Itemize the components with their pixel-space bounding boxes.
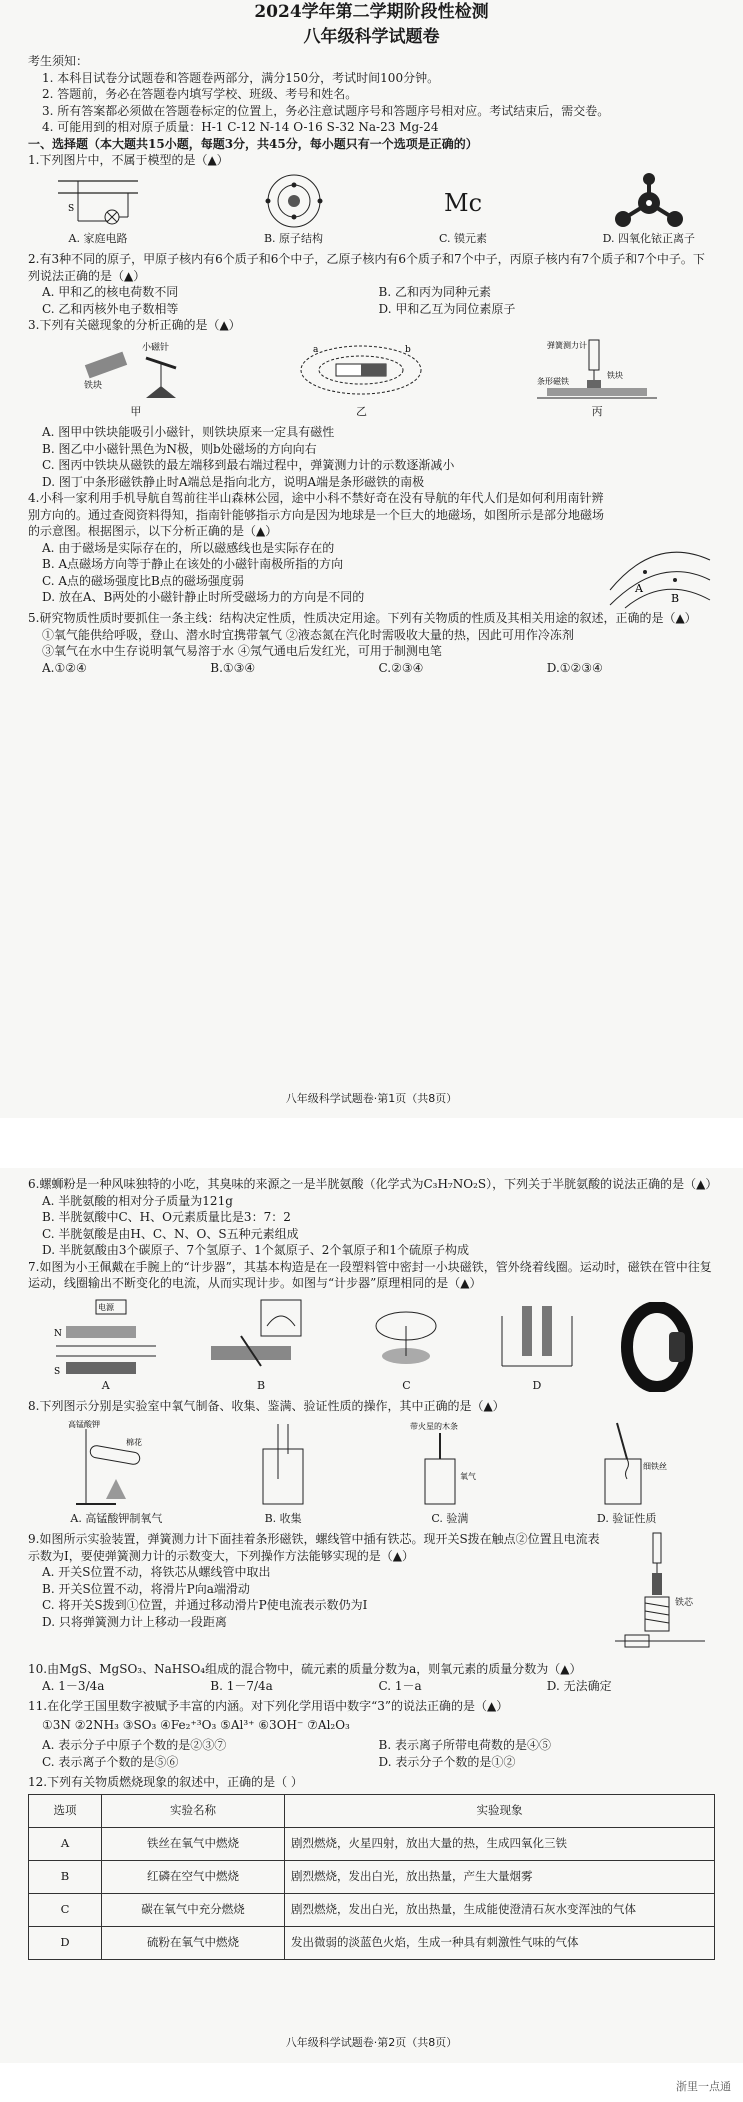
label-s: S: [53, 1366, 60, 1376]
q4-stem: 4.小科一家利用手机导航自驾前往半山森林公园，途中小科不禁好奇在没有导航的年代人们是如何利用南针辨别方向的。通过查阅资料得知，指南针能够指示方向是因为地球是一个巨大的地磁场，如图所示是部分地磁场的示意图。根据图示，以下分析正确的是（▲）: [28, 491, 605, 538]
q1-fig-atom: [264, 173, 324, 248]
label-b: B: [671, 592, 680, 605]
page-1-footer: 八年级科学试题卷·第1页（共8页）: [285, 1092, 458, 1105]
q9-block: [28, 1531, 715, 1661]
q4-option: C. A点的磁场强度比B点的磁场强度弱: [42, 573, 244, 588]
q1-figures: [28, 173, 715, 248]
label-power: 电源: [97, 1302, 114, 1312]
q9-option: C. 将开关S拨到①位置，并通过移动滑片P使电流表示数仍为I: [42, 1598, 368, 1612]
label-core: 铁芯: [675, 1598, 694, 1608]
table-cell: 发出微弱的淡蓝色火焰，生成一种具有刺激性气味的气体: [285, 1926, 715, 1959]
q9-option: B. 开关S位置不动，将滑片P向a端滑动: [42, 1581, 250, 1596]
q1-option: C. 镆元素: [439, 231, 488, 245]
notice-item: 1. 本科目试卷分试题卷和答题卷两部分，满分150分，考试时间100分钟。: [42, 70, 440, 85]
q7-fig-band: [617, 1302, 697, 1394]
q12-table: [28, 1794, 715, 1960]
q7-figures: [28, 1296, 715, 1395]
q5-option: B.①③④: [210, 660, 256, 675]
page-2-content: [28, 1176, 718, 1960]
q5-line: ①氧气能供给呼吸，登山、潜水时宜携带氧气 ②液态氮在汽化时需吸收大量的热，因此可用作冷冻剂: [42, 627, 574, 642]
table-header-row: [29, 1794, 715, 1827]
svg-text:b: b: [405, 344, 412, 355]
q5-options: [28, 660, 715, 677]
table-cell: 剧烈燃烧，火星四射，放出大量的热，生成四氧化三铁: [285, 1827, 715, 1860]
q8-option: C. 验满: [431, 1511, 469, 1525]
q5-line: ③氧气在水中生存说明氧气易溶于水 ④氖气通电后发红光，可用于制测电笔: [42, 644, 442, 658]
q4-option: B. A点磁场方向等于静止在该处的小磁针南极所指的方向: [42, 557, 344, 571]
notice-item: 2. 答题前，务必在答题卷内填写学校、班级、考号和姓名。: [42, 87, 358, 101]
q1-fig-molecule: [603, 173, 695, 248]
q5-option: D.①②③④: [546, 660, 603, 675]
q7-fig-d: [492, 1296, 582, 1395]
q5-option: A.①②④: [42, 660, 87, 675]
spring-scale-icon: [527, 338, 667, 402]
q1-option: B. 原子结构: [263, 231, 324, 245]
label-n: N: [53, 1328, 62, 1339]
table-header: 选项: [29, 1794, 102, 1827]
q3-fig-yi: [291, 338, 431, 421]
q11-options: [28, 1737, 715, 1754]
q2-option: B. 乙和丙为同种元素: [378, 285, 491, 299]
q6-option: B. 半胱氨酸中C、H、O元素质量比是3：7：2: [42, 1210, 291, 1224]
page-1-content: [28, 0, 715, 676]
q8-option: B. 收集: [264, 1511, 302, 1525]
label-wire: 细铁丝: [642, 1461, 667, 1471]
q7-option: B: [257, 1378, 266, 1392]
q11-option: D. 表示分子个数的是①②: [378, 1754, 516, 1769]
q3-option: B. 图乙中小磁针黑色为N极，则b处磁场的方向向右: [42, 441, 317, 456]
electromagnet-icon: [492, 1296, 582, 1376]
q4-block: [28, 490, 715, 610]
q11-option: A. 表示分子中原子个数的是②③⑦: [42, 1738, 227, 1752]
q7-fig-a: [46, 1296, 166, 1395]
q4-option: A. 由于磁场是实际存在的，所以磁感线也是实际存在的: [42, 540, 335, 555]
table-cell: A: [29, 1827, 102, 1860]
q8-fig-b: [243, 1419, 323, 1528]
q9-option: D. 只将弹簧测力计上移动一段距离: [42, 1614, 227, 1629]
q8-option: A. 高锰酸钾制氧气: [70, 1511, 163, 1525]
notice-item: 3. 所有答案都必须做在答题卷标定的位置上，务必注意试题序号和答题序号相对应。考试结束后，需交卷。: [42, 103, 610, 118]
q7-fig-c: [356, 1296, 456, 1395]
q11-options: [28, 1754, 715, 1771]
q10-option: B. 1－7/4a: [210, 1678, 273, 1693]
solenoid-circuit-icon: [605, 1531, 715, 1661]
iron-wire-icon: [577, 1419, 677, 1509]
table-cell: 剧烈燃烧，发出白光，放出热量，产生大量烟雾: [285, 1860, 715, 1893]
exam-page-2: [0, 1168, 743, 2063]
q4-option: D. 放在A、B两处的小磁针静止时所受磁场力的方向是不同的: [42, 590, 365, 604]
q10-option: C. 1－a: [378, 1678, 422, 1693]
label-bar: 条形磁铁: [537, 376, 570, 386]
table-cell: 红磷在空气中燃烧: [102, 1860, 285, 1893]
q5-stem: 5.研究物质性质时要抓住一条主线：结构决定性质，性质决定用途。下列有关物质的性质及其相关用途的叙述，正确的是（▲）: [28, 611, 697, 625]
q8-fig-d: [577, 1419, 677, 1528]
q4-text: [28, 490, 605, 610]
q11-stem: 11.在化学王国里数字被赋予丰富的内涵。对下列化学用语中数字“3”的说法正确的是（▲）: [28, 1699, 509, 1713]
q9-text: [28, 1531, 605, 1661]
element-symbol: Mc: [444, 188, 483, 217]
magnet-rails-icon: [46, 1296, 166, 1376]
atom-structure-icon: [264, 173, 324, 229]
table-cell: C: [29, 1893, 102, 1926]
geomagnetic-field-icon: [605, 530, 715, 610]
label-kmno4: 高锰酸钾: [68, 1419, 101, 1429]
q8-figures: [28, 1419, 715, 1528]
oxygen-apparatus-icon: [66, 1419, 166, 1509]
q2-option: C. 乙和丙核外电子数相等: [42, 301, 179, 316]
q10-option: D. 无法确定: [546, 1678, 612, 1693]
q6-option: A. 半胱氨酸的相对分子质量为121g: [42, 1193, 233, 1208]
page-gap: [0, 1118, 743, 1168]
circuit-diagram-icon: [48, 173, 148, 229]
q10-option: A. 1－3/4a: [42, 1678, 105, 1693]
label-oxygen: 氧气: [459, 1471, 476, 1481]
q9-stem: 9.如图所示实验装置，弹簧测力计下面挂着条形磁铁，螺线管中插有铁芯。现开关S拨在触点②位置且电流表示数为I，要使弹簧测力计的示数变大，下列操作方法能够实现的是（▲）: [28, 1532, 600, 1563]
q7-option: A: [101, 1378, 110, 1392]
coil-compass-icon: [356, 1296, 456, 1376]
galvanometer-icon: [201, 1296, 321, 1376]
fitness-band-icon: [617, 1302, 697, 1392]
label-spring: 弹簧测力计: [547, 340, 588, 350]
compass-iron-icon: [76, 338, 196, 402]
q2-option: D. 甲和乙互为同位素原子: [378, 301, 516, 316]
table-row: [29, 1860, 715, 1893]
q11-option: B. 表示离子所带电荷数的是④⑤: [378, 1738, 551, 1752]
q10-stem: 10.由MgS、MgSO₃、NaHSO₄组成的混合物中，硫元素的质量分数为a，则氧元素的质量分数为（▲）: [28, 1662, 582, 1676]
q7-option: C: [402, 1378, 411, 1392]
q1-fig-element: [439, 175, 487, 248]
q1-option: A. 家庭电路: [68, 231, 128, 245]
q10-options: [28, 1678, 715, 1695]
gas-bottle-icon: [243, 1419, 323, 1509]
table-cell: 硫粉在氧气中燃烧: [102, 1926, 285, 1959]
q3-option: C. 图丙中铁块从磁铁的最左端移到最右端过程中，弹簧测力计的示数逐渐减小: [42, 458, 455, 472]
q3-option: A. 图甲中铁块能吸引小磁针，则铁块原来一定具有磁性: [42, 425, 335, 439]
table-cell: D: [29, 1926, 102, 1959]
q2-stem: 2.有3种不同的原子，甲原子核内有6个质子和6个中子，乙原子核内有6个质子和7个中子，丙原子核内有7个质子和7个中子。下列说法正确的是（▲）: [28, 252, 705, 283]
q8-option: D. 验证性质: [596, 1511, 657, 1525]
label-a: A: [635, 582, 643, 595]
q3-fig-jia: [76, 338, 196, 421]
q6-option: C. 半胱氨酸是由H、C、N、O、S五种元素组成: [42, 1226, 299, 1241]
watermark: 浙里一点通: [676, 2080, 731, 2093]
q1-fig-circuit: [48, 173, 148, 248]
table-cell: B: [29, 1860, 102, 1893]
molecule-model-icon: [609, 173, 689, 229]
q2-options: [28, 284, 715, 301]
table-header: 实验名称: [102, 1794, 285, 1827]
table-row: [29, 1893, 715, 1926]
q2-option: A. 甲和乙的核电荷数不同: [42, 285, 179, 299]
q3-stem: 3.下列有关磁现象的分析正确的是（▲）: [28, 318, 241, 332]
q1-option: D. 四氧化铱正离子: [602, 231, 695, 245]
exam-subtitle: 八年级科学试题卷: [303, 26, 440, 47]
q7-stem: 7.如图为小王佩戴在手腕上的“计步器”，其基本构造是在一段塑料管中密封一小块磁铁，管外绕着线圈。运动时，磁铁在管中往复运动，线圈输出不断变化的电流，从而实现计步。如图与“计步器”原理相同的是（▲）: [28, 1259, 712, 1290]
table-cell: 剧烈燃烧，发出白光，放出热量，生成能使澄清石灰水变浑浊的气体: [285, 1893, 715, 1926]
label-splint: 带火星的木条: [409, 1421, 458, 1431]
table-header: 实验现象: [285, 1794, 715, 1827]
q2-options: [28, 301, 715, 318]
table-row: [29, 1827, 715, 1860]
section-heading: 一、选择题（本大题共15小题，每题3分，共45分，每小题只有一个选项是正确的）: [28, 136, 478, 151]
q3-fig-bing: [527, 338, 667, 421]
svg-text:S: S: [68, 203, 75, 214]
q11-symbols: ①3N ②2NH₃ ③SO₃ ④Fe₂⁺³O₃ ⑤Al³⁺ ⑥3OH⁻ ⑦Al₂O₃: [42, 1717, 350, 1732]
q6-option: D. 半胱氨酸由3个碳原子、7个氢原子、1个氮原子、2个氧原子和1个硫原子构成: [42, 1243, 469, 1257]
table-cell: 碳在氧气中充分燃烧: [102, 1893, 285, 1926]
q11-option: C. 表示离子个数的是⑤⑥: [42, 1754, 179, 1769]
q3-caption: 丙: [591, 404, 603, 418]
q8-stem: 8.下列图示分别是实验室中氧气制备、收集、鉴满、验证性质的操作，其中正确的是（▲）: [28, 1399, 505, 1413]
notice-item: 4. 可能用到的相对原子质量：H-1 C-12 N-14 O-16 S-32 Na-23 Mg-24: [42, 120, 439, 134]
label-cotton: 棉花: [126, 1437, 143, 1447]
q9-option: A. 开关S位置不动，将铁芯从螺线管中取出: [42, 1565, 271, 1579]
splint-test-icon: [400, 1419, 500, 1509]
q6-stem: 6.螺蛳粉是一种风味独特的小吃，其臭味的来源之一是半胱氨酸（化学式为C₃H₇NO₂S），下列关于半胱氨酸的说法正确的是（▲）: [28, 1177, 718, 1191]
q8-fig-a: [66, 1419, 166, 1528]
label-iron: 铁块: [83, 380, 102, 391]
exam-title: 2024学年第二学期阶段性检测: [254, 2, 489, 22]
notice-heading: 考生须知：: [28, 54, 89, 68]
magnet-field-icon: [291, 338, 431, 402]
q12-stem: 12.下列有关物质燃烧现象的叙述中，正确的是（ ）: [28, 1775, 303, 1789]
label-needle: 小磁针: [141, 342, 169, 353]
table-row: [29, 1926, 715, 1959]
q1-stem: 1.下列图片中，不属于模型的是（▲）: [28, 153, 229, 167]
page-2-footer: 八年级科学试题卷·第2页（共8页）: [285, 2036, 458, 2049]
q3-option: D. 图丁中条形磁铁静止时A端总是指向北方，说明A端是条形磁铁的南极: [42, 474, 425, 489]
q3-figures: [28, 338, 715, 421]
label-iron2: 铁块: [607, 370, 624, 380]
svg-text:a: a: [313, 344, 319, 355]
q7-option: D: [532, 1378, 542, 1392]
q7-fig-b: [201, 1296, 321, 1395]
q5-option: C.②③④: [378, 660, 424, 675]
q3-caption: 甲: [130, 404, 142, 418]
q8-fig-c: [400, 1419, 500, 1528]
q3-caption: 乙: [355, 404, 367, 418]
table-cell: 铁丝在氧气中燃烧: [102, 1827, 285, 1860]
